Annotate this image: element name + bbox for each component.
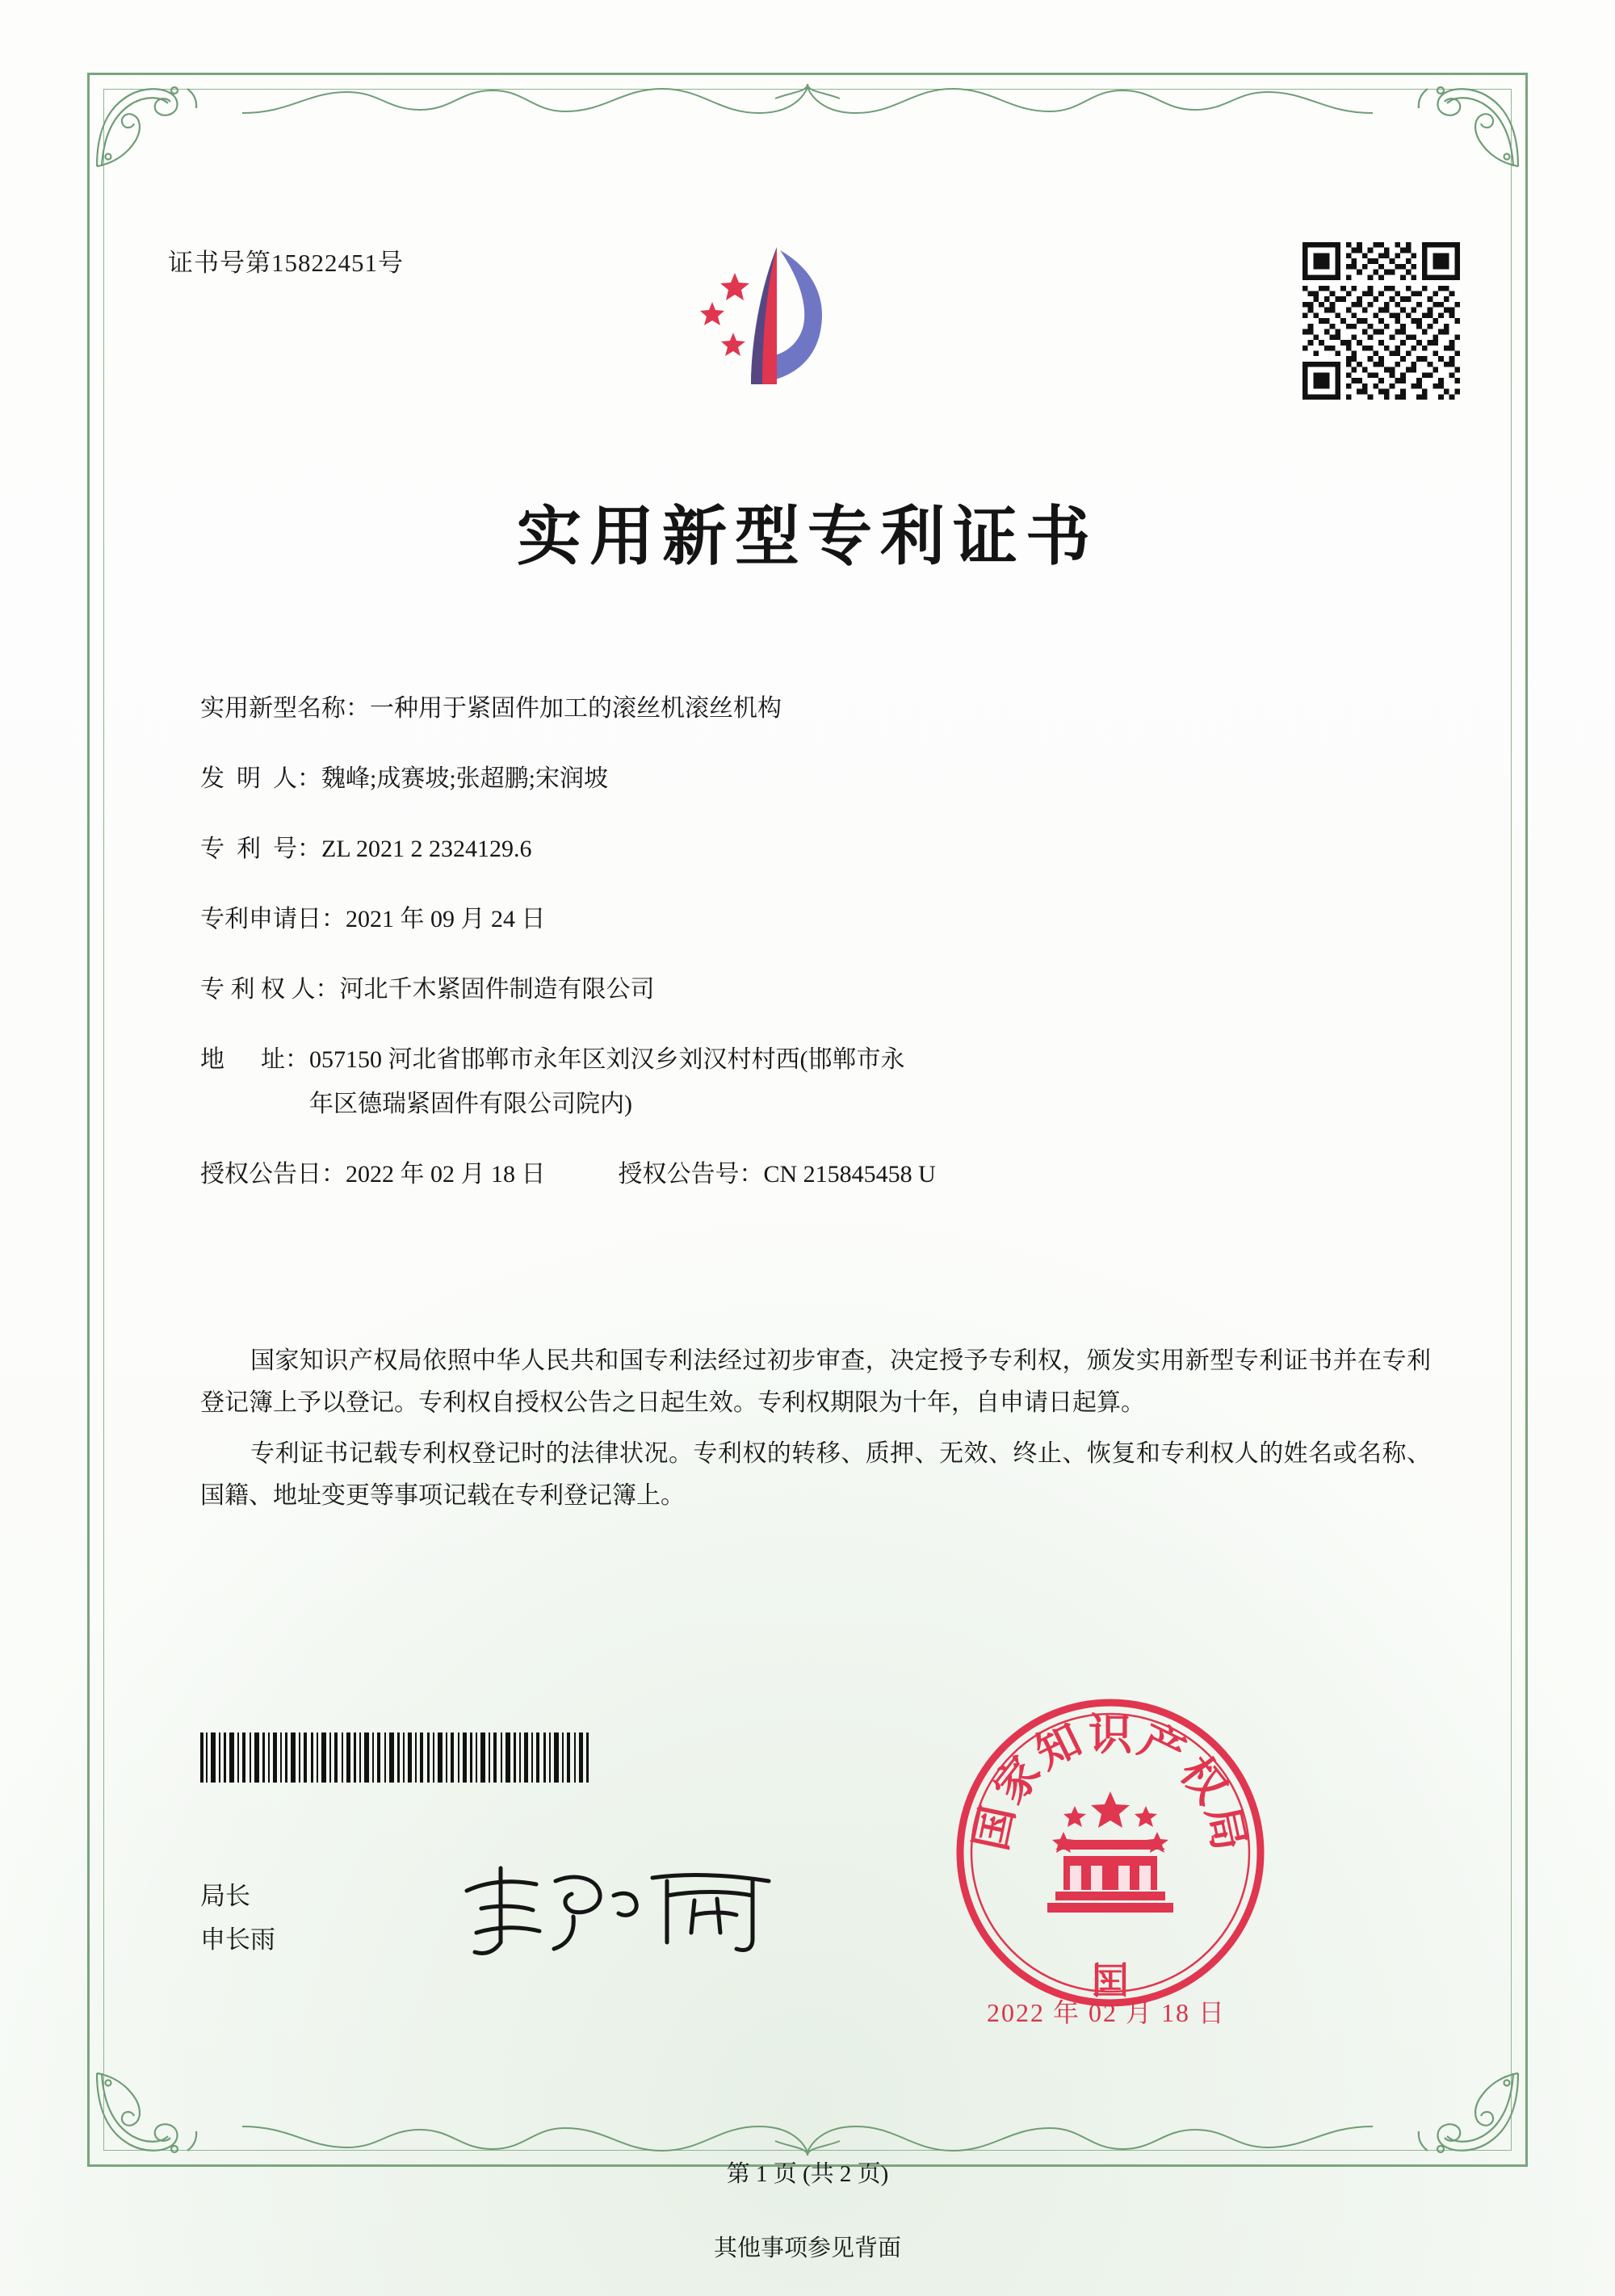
legal-text-block [200,1340,1431,1526]
svg-text:知: 知 [1027,1713,1089,1779]
cnipa-logo [677,234,879,412]
legal-paragraph-2: 专利证书记载专利权登记时的法律状况。专利权的转移、质押、无效、终止、恢复和专利权人的姓名或名称、国籍、地址变更等事项记载在专利登记簿上。 [200,1440,1431,1509]
field-label-utility-model-name: 实用新型名称： [200,695,370,722]
corner-ornament-bottom-left [90,2067,212,2164]
field-row-grant [200,1156,1429,1192]
signature-role-label: 局长 [200,1882,250,1910]
signature-block [200,1875,275,1963]
field-label-inventors: 发 明 人： [200,765,321,792]
field-value-application-date: 2021 年 09 月 24 日 [346,906,546,932]
page-title: 实用新型专利证书 [517,498,1098,574]
official-seal [949,1691,1272,2014]
field-label-address: 地 址： [200,1046,309,1073]
handwritten-signature [452,1849,791,1962]
barcode [200,1732,612,1783]
field-row-application-date [200,901,1429,937]
field-value-patentee: 河北千木紧固件制造有限公司 [339,976,655,1003]
field-value-inventors: 魏峰;成赛坡;张超鹏;宋润坡 [321,765,609,792]
qr-code [1302,242,1460,400]
field-grant-publication-number: 授权公告号：CN 215845458 U [618,1161,936,1188]
edge-ornament-top [242,78,1373,124]
corner-ornament-top-left [90,76,212,173]
svg-text:国: 国 [1092,1957,1129,2001]
field-label-patentee: 专 利 权 人： [200,976,340,1003]
field-value-patent-number: ZL 2021 2 2324129.6 [321,836,532,862]
field-row-address [200,1041,1429,1122]
field-row-patentee [200,971,1429,1008]
field-label-application-date: 专利申请日： [200,906,346,932]
svg-text:局: 局 [1196,1801,1256,1855]
field-grant-date: 授权公告日：2022 年 02 月 18 日 [200,1161,546,1188]
svg-text:识: 识 [1089,1708,1132,1760]
footnote: 其他事项参见背面 [713,2235,901,2261]
field-value-address [309,1041,1429,1122]
field-value-address-line1: 057150 河北省邯郸市永年区刘汉乡刘汉村村西(邯郸市永 [309,1046,905,1073]
svg-text:产: 产 [1131,1713,1193,1779]
svg-text:家: 家 [983,1746,1051,1813]
svg-text:权: 权 [1169,1746,1238,1813]
field-value-address-line2: 年区德瑞紧固件有限公司院内) [309,1091,632,1117]
field-row-inventors [200,760,1429,797]
field-row-name [200,690,1429,727]
corner-ornament-top-right [1403,76,1525,173]
certificate-number: 证书号第15822451号 [168,249,404,277]
page-number: 第 1 页 (共 2 页) [726,2161,889,2187]
legal-paragraph-1: 国家知识产权局依照中华人民共和国专利法经过初步审查，决定授予专利权，颁发实用新型专利证书并在专利登记簿上予以登记。专利权自授权公告之日起生效。专利权期限为十年，自申请日起算。 [200,1347,1431,1416]
svg-text:国: 国 [964,1801,1025,1855]
seal-date: 2022 年 02 月 18 日 [987,1998,1227,2027]
corner-ornament-bottom-right [1403,2067,1525,2164]
field-list [200,690,1429,1221]
field-row-patent-number [200,831,1429,867]
signature-name: 申长雨 [200,1925,275,1955]
field-label-patent-number: 专 利 号： [200,836,321,862]
field-value-utility-model-name: 一种用于紧固件加工的滚丝机滚丝机构 [370,695,782,722]
